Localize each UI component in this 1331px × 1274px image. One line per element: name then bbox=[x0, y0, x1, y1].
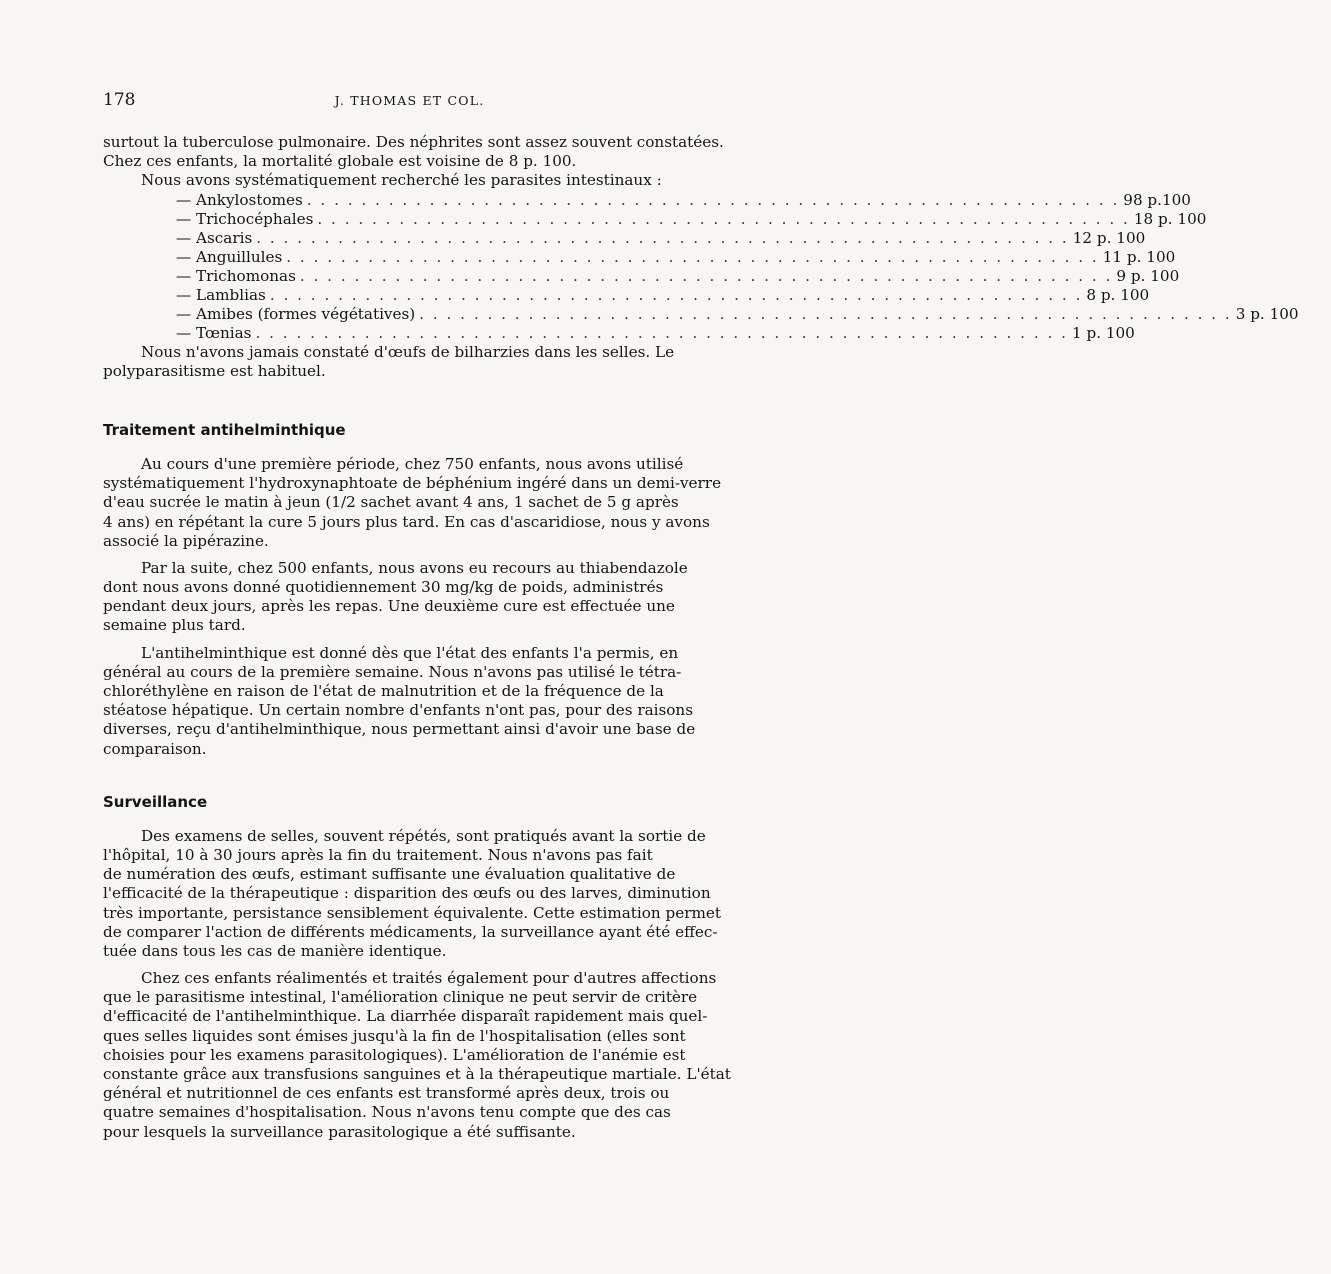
parasite-row bbox=[176, 285, 1150, 305]
article-body bbox=[103, 133, 1299, 1142]
parasite-name: — Trichocéphales bbox=[176, 209, 314, 228]
text-line: Chez ces enfants réalimentés et traités également pour d'autres affections bbox=[141, 969, 717, 988]
text-line: pendant deux jours, après les repas. Une deuxième cure est effectuée une bbox=[103, 597, 675, 616]
parasite-rate: 12 p. 100 bbox=[1072, 228, 1146, 247]
parasite-name: — Tœnias bbox=[176, 323, 252, 342]
text-line: constante grâce aux transfusions sanguines et à la thérapeutique martiale. L'état bbox=[103, 1065, 731, 1083]
parasite-row bbox=[176, 209, 1207, 229]
text-line: diverses, reçu d'antihelminthique, nous permettant ainsi d'avoir une base de bbox=[103, 720, 696, 739]
parasite-rate: 9 p. 100 bbox=[1116, 266, 1180, 285]
text-line: que le parasitisme intestinal, l'amélioration clinique ne peut servir de critère bbox=[103, 988, 698, 1007]
leader-dots: . . . . . . . . . . . . . . . . . . . . . . . . . . . . . . . . . . . . . . . . . . . . . . . . . . . . . . . . . . . . bbox=[317, 209, 1130, 228]
intro-paragraph bbox=[103, 133, 724, 191]
section-heading-surveillance: Surveillance bbox=[103, 792, 208, 811]
parasite-rate: 8 p. 100 bbox=[1086, 285, 1150, 304]
surveillance-paragraph-2 bbox=[103, 969, 731, 1142]
text-line: Nous n'avons jamais constaté d'œufs de bilharzies dans les selles. Le bbox=[141, 342, 675, 361]
text-line: Par la suite, chez 500 enfants, nous avons eu recours au thiabendazole bbox=[141, 558, 688, 577]
parasite-name: — Lamblias bbox=[176, 285, 266, 304]
section-heading-treatment: Traitement antihelminthique bbox=[103, 420, 346, 439]
leader-dots: . . . . . . . . . . . . . . . . . . . . . . . . . . . . . . . . . . . . . . . . . . . . . . . . . . . . . . . . . . . . bbox=[299, 266, 1113, 285]
text-line: ques selles liquides sont émises jusqu'à la fin de l'hospitalisation (elles sont bbox=[103, 1026, 686, 1045]
text-line: général au cours de la première semaine. Nous n'avons pas utilisé le tétra- bbox=[103, 662, 682, 681]
parasite-row bbox=[176, 323, 1135, 343]
text-line: Nous avons systématiquement recherché les parasites intestinaux : bbox=[141, 171, 662, 190]
leader-dots: . . . . . . . . . . . . . . . . . . . . . . . . . . . . . . . . . . . . . . . . . . . . . . . . . . . . . . . . . . . . bbox=[286, 247, 1099, 266]
parasite-rate: 11 p. 100 bbox=[1102, 247, 1176, 266]
parasite-name: — Ankylostomes bbox=[176, 190, 303, 209]
text-line: général et nutritionnel de ces enfants est transformé après deux, trois ou bbox=[103, 1084, 670, 1103]
treatment-paragraph-3 bbox=[103, 644, 716, 759]
running-title: J. THOMAS ET COL. bbox=[334, 93, 485, 108]
text-line: polyparasitisme est habituel. bbox=[103, 361, 326, 380]
parasite-row bbox=[176, 266, 1180, 286]
text-line: de numération des œufs, estimant suffisante une évaluation qualitative de bbox=[103, 865, 676, 884]
parasite-rate: 1 p. 100 bbox=[1071, 323, 1135, 342]
text-line: associé la pipérazine. bbox=[103, 531, 269, 550]
page-number: 178 bbox=[103, 90, 136, 110]
parasite-name: — Anguillules bbox=[176, 247, 283, 266]
running-head bbox=[103, 90, 716, 114]
text-line: de comparer l'action de différents médicaments, la surveillance ayant été effec- bbox=[103, 922, 718, 941]
text-line: d'eau sucrée le matin à jeun (1/2 sachet avant 4 ans, 1 sachet de 5 g après bbox=[103, 493, 679, 512]
parasite-row bbox=[176, 304, 1299, 324]
treatment-paragraph-2 bbox=[103, 559, 716, 636]
text-line: pour lesquels la surveillance parasitologique a été suffisante. bbox=[103, 1122, 576, 1141]
parasite-row bbox=[176, 190, 1191, 210]
text-line: tuée dans tous les cas de manière identique. bbox=[103, 941, 447, 960]
text-line: l'hôpital, 10 à 30 jours après la fin du traitement. Nous n'avons pas fait bbox=[103, 845, 653, 864]
parasite-rate: 3 p. 100 bbox=[1235, 304, 1299, 323]
text-line: chloréthylène en raison de l'état de malnutrition et de la fréquence de la bbox=[103, 682, 664, 700]
parasite-row bbox=[176, 228, 1146, 248]
text-line: 4 ans) en répétant la cure 5 jours plus tard. En cas d'ascaridiose, nous y avons bbox=[103, 512, 710, 531]
text-line: semaine plus tard. bbox=[103, 616, 246, 635]
text-line: quatre semaines d'hospitalisation. Nous n'avons tenu compte que des cas bbox=[103, 1103, 671, 1122]
text-line: stéatose hépatique. Un certain nombre d'enfants n'ont pas, pour des raisons bbox=[103, 701, 693, 720]
surveillance-paragraph-1 bbox=[103, 826, 721, 961]
parasite-rate: 98 p.100 bbox=[1123, 190, 1191, 209]
leader-dots: . . . . . . . . . . . . . . . . . . . . . . . . . . . . . . . . . . . . . . . . . . . . . . . . . . . . . . . . . . . . bbox=[306, 190, 1120, 209]
leader-dots: . . . . . . . . . . . . . . . . . . . . . . . . . . . . . . . . . . . . . . . . . . . . . . . . . . . . . . . . . . . . bbox=[419, 304, 1232, 323]
leader-dots: . . . . . . . . . . . . . . . . . . . . . . . . . . . . . . . . . . . . . . . . . . . . . . . . . . . . . . . . . . . . bbox=[255, 323, 1068, 342]
parasite-name: — Trichomonas bbox=[176, 266, 296, 285]
text-line: d'efficacité de l'antihelminthique. La diarrhée disparaît rapidement mais quel- bbox=[103, 1007, 708, 1026]
leader-dots: . . . . . . . . . . . . . . . . . . . . . . . . . . . . . . . . . . . . . . . . . . . . . . . . . . . . . . . . . . . . bbox=[269, 285, 1083, 304]
treatment-paragraph-1 bbox=[103, 454, 722, 551]
text-line: l'efficacité de la thérapeutique : disparition des œufs ou des larves, diminution bbox=[103, 884, 711, 903]
text-line: surtout la tuberculose pulmonaire. Des néphrites sont assez souvent constatées. bbox=[103, 133, 724, 151]
text-line: choisies pour les examens parasitologiques). L'amélioration de l'anémie est bbox=[103, 1045, 686, 1064]
parasite-list bbox=[176, 190, 1299, 343]
text-line: comparaison. bbox=[103, 739, 207, 758]
text-line: dont nous avons donné quotidiennement 30 mg/kg de poids, administrés bbox=[103, 578, 664, 597]
text-line: très importante, persistance sensiblement équivalente. Cette estimation permet bbox=[103, 903, 721, 922]
leader-dots: . . . . . . . . . . . . . . . . . . . . . . . . . . . . . . . . . . . . . . . . . . . . . . . . . . . . . . . . . . . . bbox=[256, 228, 1069, 247]
after-list-paragraph bbox=[103, 343, 716, 381]
parasite-rate: 18 p. 100 bbox=[1133, 209, 1207, 228]
text-line: Au cours d'une première période, chez 750 enfants, nous avons utilisé bbox=[141, 454, 684, 473]
parasite-name: — Ascaris bbox=[176, 228, 253, 247]
text-line: Des examens de selles, souvent répétés, sont pratiqués avant la sortie de bbox=[141, 826, 706, 845]
text-line: systématiquement l'hydroxynaphtoate de béphénium ingéré dans un demi-verre bbox=[103, 474, 722, 493]
parasite-name: — Amibes (formes végétatives) bbox=[176, 304, 416, 323]
text-line: L'antihelminthique est donné dès que l'état des enfants l'a permis, en bbox=[141, 643, 679, 662]
parasite-row bbox=[176, 247, 1176, 267]
text-line: Chez ces enfants, la mortalité globale est voisine de 8 p. 100. bbox=[103, 152, 577, 171]
